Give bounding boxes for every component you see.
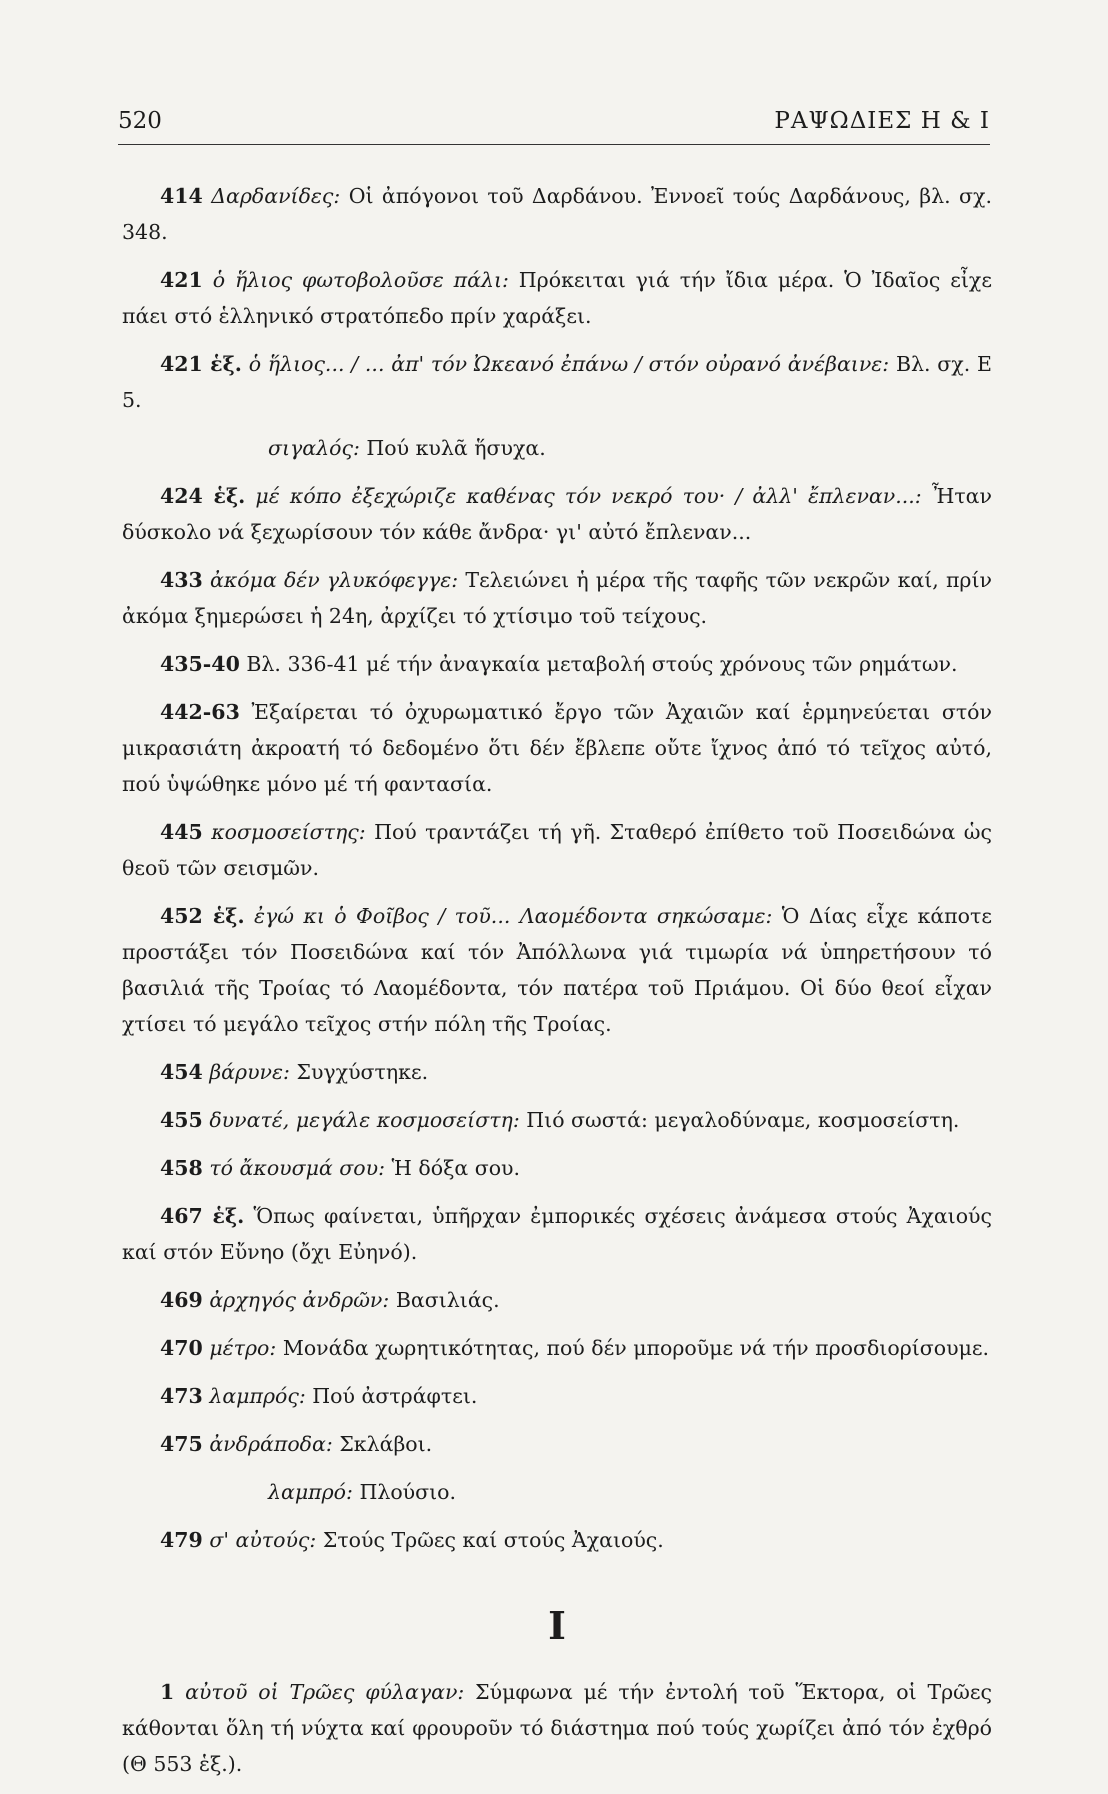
note-entry — [122, 1150, 992, 1186]
note-text: Ὅπως φαίνεται, ὑπῆρχαν ἐμπορικές σχέσεις ἀνάμεσα στούς Ἀχαιούς καί στόν Εὔνηο (ὄχι Εὐηνό). — [122, 1204, 992, 1264]
note-entry — [122, 1282, 992, 1318]
note-text: Βασιλιάς. — [395, 1288, 500, 1312]
note-text: Στούς Τρῶες καί στούς Ἀχαιούς. — [322, 1528, 664, 1552]
note-lemma: ἀρχηγός ἀνδρῶν: — [209, 1288, 390, 1312]
note-text: Ὁ Δίας εἶχε κάποτε προστάξει τόν Ποσειδώνα καί τόν Ἀπόλλωνα γιά τιμωρία νά ὑπηρετήσουν τό βασιλιά τῆς Τροίας τό Λαομέδοντα, τόν πατέρα τοῦ Πριάμου. Οἱ δύο θεοί εἶχαν χτίσει τό μεγάλο τεῖχος στήν πόλη τῆς Τροίας. — [122, 904, 992, 1036]
note-lemma: Δαρδανίδες: — [211, 184, 341, 208]
running-title: ΡΑΨΩΔΙΕΣ Η & Ι — [774, 108, 990, 134]
note-entry — [122, 562, 992, 634]
note-lemma: μέτρο: — [209, 1336, 277, 1360]
note-entry — [122, 694, 992, 802]
note-lemma: λαμπρό: — [268, 1480, 353, 1504]
note-ref: 433 — [160, 568, 203, 592]
note-ref: 458 — [160, 1156, 203, 1180]
note-ref: 455 — [160, 1108, 203, 1132]
note-text: Ἦταν δύσκολο νά ξεχωρίσουν τόν κάθε ἄνδρα· γι' αὐτό ἔπλεναν... — [122, 484, 992, 544]
note-lemma: αὐτοῦ οἱ Τρῶες φύλαγαν: — [185, 1680, 465, 1704]
note-text: Σύμφωνα μέ τήν ἐντολή τοῦ Ἕκτορα, οἱ Τρῶες κάθονται ὅλη τή νύχτα καί φρουροῦν τό διάστημα πού τούς χωρίζει ἀπό τόν ἐχθρό (Θ 553 ἑξ.). — [122, 1680, 992, 1776]
note-entry — [122, 478, 992, 550]
notes-list — [122, 178, 992, 1558]
note-lemma: κοσμοσείστης: — [211, 820, 366, 844]
page-number: 520 — [118, 108, 162, 134]
note-lemma: σιγαλός: — [268, 436, 360, 460]
note-entry — [122, 1378, 992, 1414]
note-entry — [122, 814, 992, 886]
note-entry — [122, 1054, 992, 1090]
note-ref: 424 ἑξ. — [160, 484, 246, 508]
note-entry — [122, 646, 992, 682]
note-entry — [122, 1198, 992, 1270]
note-text: Οἱ ἀπόγονοι τοῦ Δαρδάνου. Ἐννοεῖ τούς Δαρδάνους, βλ. σχ. 348. — [122, 184, 992, 244]
section-notes-list — [122, 1674, 992, 1782]
note-ref: 421 ἑξ. — [160, 352, 242, 376]
note-lemma: ὁ ἥλιος... / ... ἀπ' τόν Ὠκεανό ἐπάνω / στόν οὐρανό ἀνέβαινε: — [248, 352, 890, 376]
running-header — [118, 108, 990, 145]
note-entry — [122, 262, 992, 334]
note-text: Μονάδα χωρητικότητας, πού δέν μποροῦμε νά τήν προσδιορίσουμε. — [282, 1336, 990, 1360]
note-ref: 414 — [160, 184, 203, 208]
section-heading: Ι — [548, 1603, 566, 1648]
note-text: Βλ. 336-41 μέ τήν ἀναγκαία μεταβολή στούς χρόνους τῶν ρημάτων. — [246, 652, 958, 676]
note-ref: 445 — [160, 820, 203, 844]
note-entry — [122, 178, 992, 250]
note-entry — [122, 1674, 992, 1782]
note-entry — [122, 1102, 992, 1138]
note-ref: 1 — [160, 1680, 175, 1704]
note-ref: 454 — [160, 1060, 203, 1084]
note-ref: 470 — [160, 1336, 203, 1360]
note-lemma: ἐγώ κι ὁ Φοῖβος / τοῦ... Λαομέδοντα σηκώσαμε: — [254, 904, 773, 928]
note-ref: 467 ἑξ. — [160, 1204, 245, 1228]
note-ref: 442-63 — [160, 700, 240, 724]
note-text: Πού τραντάζει τή γῆ. Σταθερό ἐπίθετο τοῦ Ποσειδώνα ὡς θεοῦ τῶν σεισμῶν. — [122, 820, 992, 880]
note-text: Πιό σωστά: μεγαλοδύναμε, κοσμοσείστη. — [526, 1108, 960, 1132]
note-lemma: βάρυνε: — [209, 1060, 290, 1084]
note-ref: 452 ἑξ. — [160, 904, 245, 928]
note-ref: 435-40 — [160, 652, 240, 676]
note-ref: 421 — [160, 268, 203, 292]
note-text: Πού ἀστράφτει. — [312, 1384, 478, 1408]
note-text: Τελειώνει ἡ μέρα τῆς ταφῆς τῶν νεκρῶν καί, πρίν ἀκόμα ξημερώσει ἡ 24η, ἀρχίζει τό χτίσιμο τοῦ τείχους. — [122, 568, 992, 628]
note-entry — [230, 430, 992, 466]
note-lemma: τό ἄκουσμά σου: — [209, 1156, 385, 1180]
note-entry — [122, 1522, 992, 1558]
note-lemma: δυνατέ, μεγάλε κοσμοσείστη: — [209, 1108, 520, 1132]
note-text: Πρόκειται γιά τήν ἴδια μέρα. Ὁ Ἰδαῖος εἶχε πάει στό ἑλληνικό στρατόπεδο πρίν χαράξει. — [122, 268, 992, 328]
note-ref: 479 — [160, 1528, 203, 1552]
note-text: Σκλάβοι. — [339, 1432, 433, 1456]
note-lemma: μέ κόπο ἐξεχώριζε καθένας τόν νεκρό του· / ἀλλ' ἔπλεναν...: — [255, 484, 922, 508]
note-text: Πλούσιο. — [359, 1480, 457, 1504]
note-ref: 473 — [160, 1384, 203, 1408]
note-text: Βλ. σχ. Ε 5. — [122, 352, 992, 412]
note-text: Συγχύστηκε. — [296, 1060, 429, 1084]
note-text: Ἐξαίρεται τό ὀχυρωματικό ἔργο τῶν Ἀχαιῶν καί ἑρμηνεύεται στόν μικρασιάτη ἀκροατή τό δεδομένο ὅτι δέν ἔβλεπε οὔτε ἴχνος ἀπό τό τεῖχος αὐτό, πού ὑψώθηκε μόνο μέ τή φαντασία. — [122, 700, 992, 796]
note-ref: 469 — [160, 1288, 203, 1312]
note-entry — [122, 1330, 992, 1366]
note-lemma: λαμπρός: — [209, 1384, 306, 1408]
note-entry — [122, 898, 992, 1042]
note-lemma: σ' αὐτούς: — [209, 1528, 317, 1552]
note-text: Ἡ δόξα σου. — [391, 1156, 521, 1180]
note-ref: 475 — [160, 1432, 203, 1456]
commentary-body — [122, 178, 992, 1794]
note-lemma: ἀκόμα δέν γλυκόφεγγε: — [209, 568, 459, 592]
note-entry — [122, 346, 992, 418]
note-entry — [122, 1426, 992, 1462]
note-text: Πού κυλᾶ ἥσυχα. — [366, 436, 546, 460]
note-lemma: ἀνδράποδα: — [209, 1432, 333, 1456]
note-entry — [230, 1474, 992, 1510]
note-lemma: ὁ ἥλιος φωτοβολοῦσε πάλι: — [212, 268, 509, 292]
